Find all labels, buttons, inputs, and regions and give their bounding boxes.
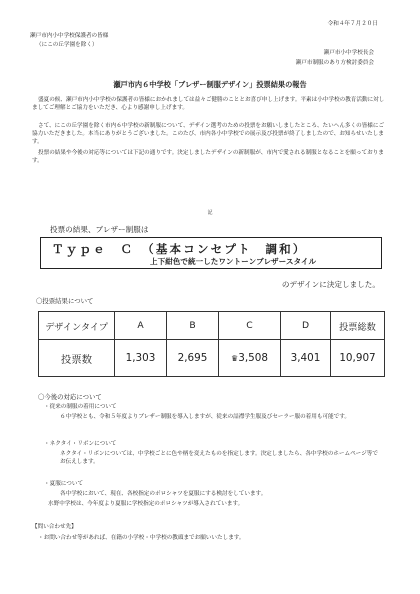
followup-heading-tie: ・ネクタイ・リボンについて — [44, 441, 117, 447]
crown-icon: ♛ — [231, 354, 239, 363]
paragraph-thanks: さて、にこの丘学園を除く市内６中学校の新制服について、デザイン選考のための投票をお願いしましたところ、たいへん多くの皆様にご協力いただきました。本当にありがとうございました。このたび、市内各小中学校での展示及び投票が終了しましたので、お知らせいたします。 — [32, 123, 385, 145]
ki-marker: 記 — [207, 210, 213, 216]
result-type-main: Ｔｙｐｅ Ｃ （基本コンセプト 調和） — [52, 242, 307, 256]
result-intro: 投票の結果、ブレザー制服は — [50, 225, 149, 234]
votes-total: 10,907 — [331, 340, 385, 377]
sender-line-1: 瀬戸市小中学校長会 — [323, 50, 374, 56]
votes-c: 3,508 — [238, 352, 268, 364]
vote-table — [38, 311, 385, 377]
followup-body-uniform: ６中学校とも、令和５年度よりブレザー制服を導入しますが、従来の詰襟学生服及びセーラー服の着用も可能です。 — [60, 414, 350, 420]
votes-c-cell — [219, 340, 281, 377]
followup-heading-uniform: ・従来の制服の着用について — [44, 404, 117, 410]
header-type-a: A — [115, 312, 167, 340]
header-total: 投票総数 — [331, 312, 385, 340]
paragraph-summary: 投票の結果や今後の対応等については下記の通りです。決定しましたデザインの新制服が、市内で愛される制服となることを願っております。 — [32, 150, 384, 164]
contact-title: 【問い合わせ先】 — [32, 524, 77, 530]
votes-a: 1,303 — [115, 340, 167, 377]
document-title: 瀬戸市内６中学校「ブレザー制服デザイン」投票結果の報告 — [113, 80, 307, 89]
vote-table-header-row — [39, 312, 385, 340]
followup-body-tie: ネクタイ・リボンについては、中学校ごとに色や柄を変えたものを指定します。決定しましたら、各中学校のホームページ等でお伝えします。 — [60, 451, 378, 465]
followup-body-summer: 各中学校において、現在、各校指定のポロシャツを夏服にする検討をしています。 — [60, 491, 267, 497]
followup-body-summer-mizuno: 水野中学校は、今年度より夏服に学校指定のポロシャツが導入されています。 — [48, 501, 244, 507]
header-type-c: C — [219, 312, 281, 340]
vote-section-title: 〇投票結果について — [36, 297, 94, 305]
followup-title: 〇今後の対応について — [38, 393, 102, 401]
vote-table-value-row — [39, 340, 385, 377]
sender-line-2: 瀬戸市制服のあり方検討委員会 — [295, 60, 374, 66]
row-label-votes: 投票数 — [39, 340, 115, 377]
votes-d: 3,401 — [281, 340, 331, 377]
result-type-sub: 上下紺色で統一したワントーンブレザースタイル — [150, 257, 317, 266]
header-design-type: デザインタイプ — [39, 312, 115, 340]
recipient-line-1: 瀬戸市内小中学校保護者の皆様 — [30, 33, 109, 39]
contact-body: ・お問い合わせ等があれば、在籍の小学校・中学校の教頭までお願いいたします。 — [38, 535, 245, 541]
followup-heading-summer: ・夏服について — [44, 481, 84, 487]
paragraph-greeting: 盛夏の候、瀬戸市内小中学校の保護者の皆様におかれましては益々ご健勝のこととお喜び申し上げます。平素は小中学校の教育活動に対しましてご理解とご協力をいただき、心より感謝申し上げます。 — [32, 97, 385, 111]
votes-b: 2,695 — [167, 340, 219, 377]
document-date: 令和４年７月２０日 — [327, 21, 378, 27]
header-type-d: D — [281, 312, 331, 340]
recipient-line-2: （にこの丘学園を除く） — [36, 42, 98, 48]
result-decided: のデザインに決定しました。 — [281, 280, 380, 289]
header-type-b: B — [167, 312, 219, 340]
